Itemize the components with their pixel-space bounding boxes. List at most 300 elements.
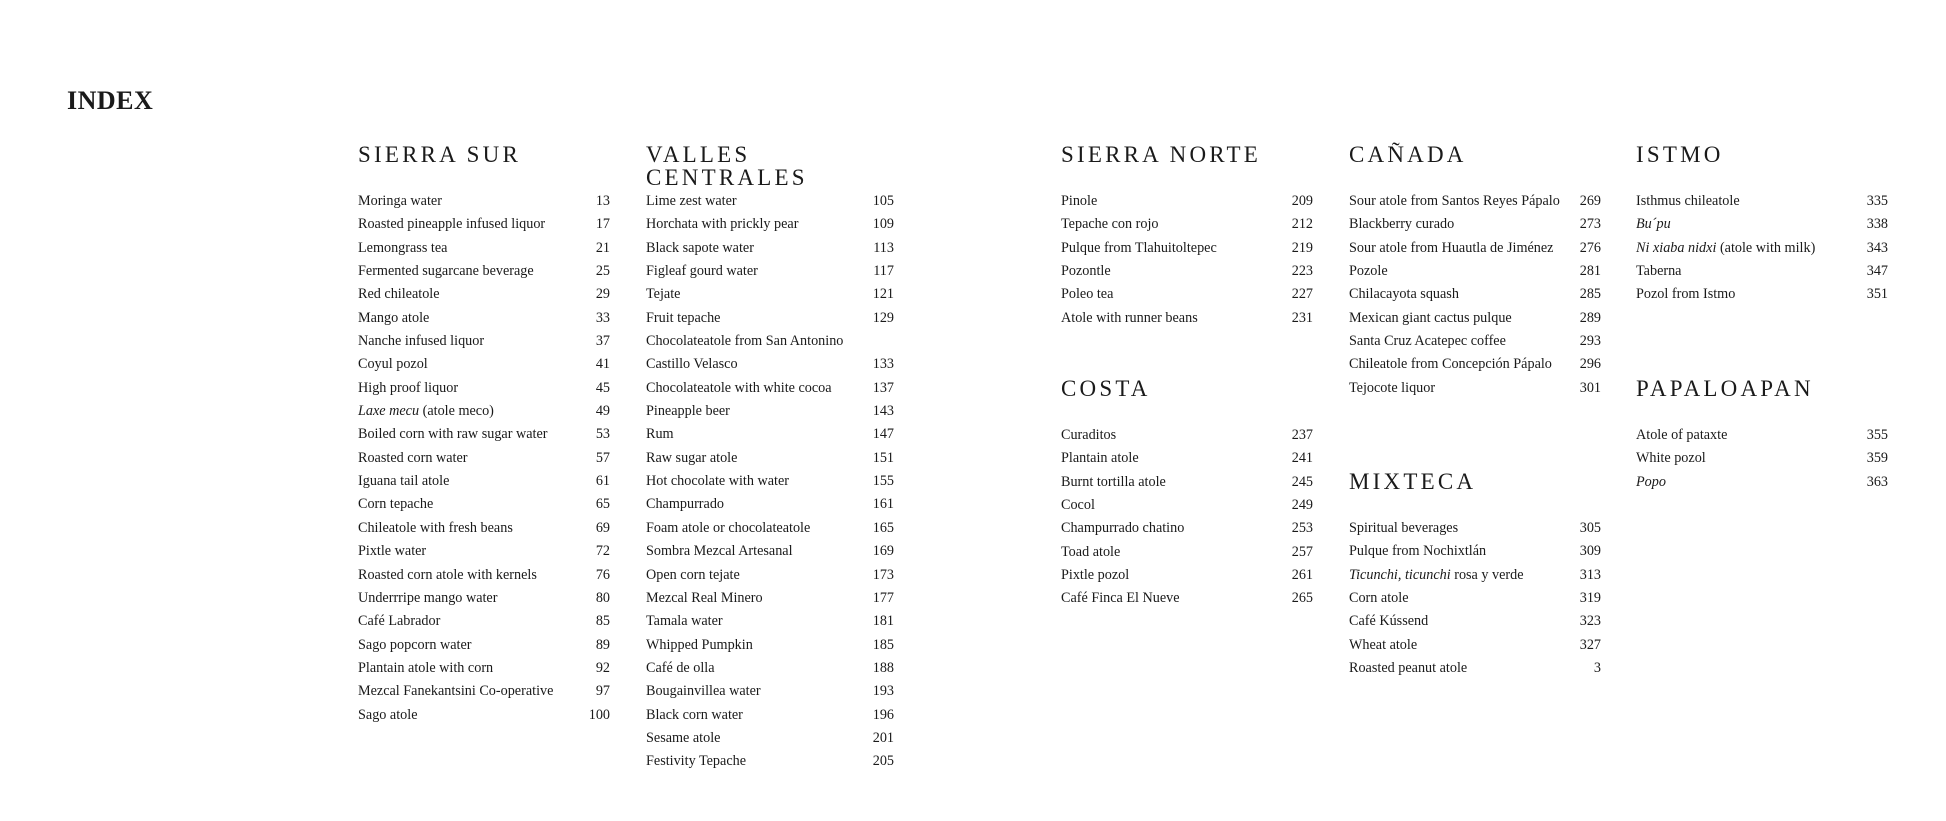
entry-page-number: 273 [1579,216,1601,233]
entry-name [646,307,720,330]
entry-page-number: 177 [872,589,894,606]
entry-name [646,470,789,493]
entry-page-number: 276 [1579,239,1601,256]
entry-page-number: 188 [872,659,894,676]
index-entry [358,657,610,680]
index-entry [358,610,610,633]
entry-name [358,493,433,516]
entry-page-number: 219 [1291,239,1313,256]
index-entry [358,213,610,236]
index-entry [358,587,610,610]
entry-page-number: 100 [588,706,610,723]
entry-page-number: 92 [595,659,610,676]
entry-page-number: 117 [873,263,894,280]
entry-name-text: Iguana tail atole [358,473,450,490]
entry-name-text: (atole with milk) [1716,239,1816,256]
index-entry [1349,260,1601,283]
entry-name [646,377,832,400]
entry-name [358,260,534,283]
index-entry [1636,471,1888,494]
index-entry [646,400,894,423]
entry-name-text: Boiled corn with raw sugar water [358,426,548,443]
section-heading: ISTMO [1636,142,1724,167]
entry-name-text: Lime zest water [646,193,737,209]
entry-page-number: 343 [1866,239,1888,256]
entry-name-text: Open corn tejate [646,566,740,583]
index-entry [1061,564,1313,587]
entry-name [646,400,730,423]
entry-page-number: 69 [595,519,610,536]
index-entry [358,283,610,306]
entry-name [358,447,468,470]
entry-name [646,517,810,540]
index-entry [358,447,610,470]
entry-name [358,470,449,493]
index-entry [646,680,894,703]
index-entry [646,750,894,773]
index-entry [646,237,894,260]
entry-name [646,750,746,773]
section-heading: VALLES CENTRALES [646,142,808,190]
entry-name [358,517,513,540]
index-entry [646,307,894,330]
entry-name [358,353,428,376]
entry-page-number: 313 [1579,566,1601,583]
index-entry [358,564,610,587]
entry-name-italic: Ni xiaba nidxi [1636,239,1717,256]
entry-name [1061,447,1139,470]
entry-page-number: 253 [1291,520,1313,537]
index-entry [646,260,894,283]
index-entry [646,283,894,306]
entry-name-text: Hot chocolate with water [646,473,790,490]
entry-page-number: 261 [1291,567,1313,584]
entry-page-number: 29 [595,286,610,303]
entry-name-text: Sago atole [358,706,418,723]
entry-name-text: Spiritual beverages [1349,520,1459,536]
section-istmo [1636,143,1888,307]
entry-name [1349,237,1553,260]
entry-name-text: Plantain atole with corn [358,659,494,676]
index-entry [1349,237,1601,260]
entry-page-number: 137 [872,379,894,396]
entry-name [1636,471,1666,494]
entry-page-number: 76 [595,566,610,583]
index-entry [1636,237,1888,260]
section-heading: CAÑADA [1349,142,1467,167]
index-entry [1061,494,1313,517]
entry-page-number: 305 [1579,520,1601,536]
entry-page-number: 80 [595,589,610,606]
entry-name [1061,517,1184,540]
entry-page-number: 285 [1579,286,1601,303]
entry-name-text: Chileatole with fresh beans [358,519,513,536]
entry-name-text: Burnt tortilla atole [1061,473,1166,490]
entry-page-number: 155 [872,473,894,490]
entry-name [1061,564,1129,587]
entry-page-number: 143 [872,403,894,420]
index-entry [646,704,894,727]
entry-name-text: Tamala water [646,613,723,630]
entry-name-text: Foam atole or chocolateatole [646,519,811,536]
entry-name-text: Curaditos [1061,427,1117,443]
entry-page-number: 45 [595,379,610,396]
entry-page-number: 53 [595,426,610,443]
entry-name [1061,260,1111,283]
entry-name-text: Figleaf gourd water [646,263,758,280]
entry-name-text: Corn atole [1349,590,1409,607]
index-entry [358,680,610,703]
entry-name [646,353,738,376]
entry-page-number: 347 [1866,263,1888,280]
entry-name [358,377,458,400]
entry-page-number: 89 [595,636,610,653]
entry-name-italic: Bu´pu [1636,216,1671,233]
entry-name [646,657,715,680]
entry-name [358,283,440,306]
entry-page-number: 237 [1291,427,1313,443]
entry-name-text: White pozol [1636,450,1706,467]
index-entry [358,190,610,213]
index-entry [646,190,894,213]
entry-name-text: Sesame atole [646,729,721,746]
entry-name-text: Corn tepache [358,496,434,513]
entry-name-text: Horchata with prickly pear [646,216,799,233]
index-entry [1349,330,1601,353]
entry-name [358,330,484,353]
section-heading: PAPALOAPAN [1636,376,1814,401]
entry-page-number: 323 [1579,613,1601,630]
entry-page-number: 212 [1291,216,1313,233]
entry-name-text: Toad atole [1061,543,1121,560]
entry-name [1636,213,1671,236]
index-entry [1061,541,1313,564]
entry-name [1349,260,1388,283]
index-entry [1349,283,1601,306]
entry-name-text: Pixtle pozol [1061,567,1130,584]
entry-name [1349,564,1524,587]
index-entry [646,657,894,680]
index-entry [1636,213,1888,236]
entry-name [1061,541,1120,564]
entry-name-text: Sago popcorn water [358,636,472,653]
index-entry [1061,517,1313,540]
entry-name-text: Taberna [1636,263,1682,280]
entry-name-text: Tepache con rojo [1061,216,1159,233]
entry-page-number: 121 [872,286,894,303]
entry-name [1636,190,1740,213]
entry-name [1349,517,1458,540]
entry-page-number: 231 [1291,309,1313,326]
entry-name-text: Mezcal Fanekantsini Co-operative [358,683,554,700]
index-entry [646,587,894,610]
entry-page-number: 296 [1579,356,1601,373]
entry-name-text: Santa Cruz Acatepec coffee [1349,333,1506,350]
entry-name [646,237,754,260]
entry-name [358,237,447,260]
index-entry [358,470,610,493]
entry-name-text: Café de olla [646,659,715,676]
entry-name-text: Atole of pataxte [1636,427,1728,443]
entry-page-number: 147 [872,426,894,443]
entry-name-text: Red chileatole [358,286,440,303]
index-entry [1636,424,1888,447]
entry-name-text: Castillo Velasco [646,356,738,373]
index-entry [1061,283,1313,306]
index-entry [1349,634,1601,657]
entry-name-text: Roasted peanut atole [1349,660,1468,677]
entry-page-number: 245 [1291,473,1313,490]
entry-name-text: Fruit tepache [646,309,721,326]
entry-page-number: 65 [595,496,610,513]
entry-name-text: Bougainvillea water [646,683,761,700]
entry-page-number: 181 [872,613,894,630]
entry-name [1349,657,1467,680]
index-entry [1636,260,1888,283]
entry-page-number: 309 [1579,543,1601,560]
entry-name-text: Pulque from Tlahuitoltepec [1061,239,1217,256]
entry-name [646,423,674,446]
index-entry [358,517,610,540]
entry-name [358,634,471,657]
index-entry [1061,471,1313,494]
entry-page-number: 319 [1579,590,1601,607]
entry-name-text: Pineapple beer [646,403,730,420]
entry-page-number: 105 [872,193,894,209]
entry-name [1061,424,1116,447]
entry-page-number: 193 [872,683,894,700]
index-entry [358,423,610,446]
section-heading: SIERRA SUR [358,142,522,167]
entry-page-number: 185 [872,636,894,653]
entry-page-number: 335 [1866,193,1888,209]
index-entry [358,260,610,283]
entry-name-text: Black sapote water [646,239,754,256]
entry-name-text: Chocolateatole from San Antonino [646,333,844,350]
entry-name-text: Plantain atole [1061,450,1139,467]
entry-page-number: 289 [1579,309,1601,326]
entry-name [1636,447,1706,470]
index-entry [1349,517,1601,540]
entry-name-text: Isthmus chileatole [1636,193,1740,209]
index-entry [1061,447,1313,470]
entry-name-text: Pozontle [1061,263,1111,280]
section-papaloapan [1636,377,1888,494]
index-entry [1349,540,1601,563]
entry-name [1349,307,1512,330]
index-entry [646,447,894,470]
index-entry [646,377,894,400]
entry-page-number: 351 [1866,286,1888,303]
entry-name-text: Moringa water [358,193,442,209]
entry-name [646,634,753,657]
entry-page-number: 201 [872,729,894,746]
entry-page-number: 33 [595,309,610,326]
entry-page-number: 196 [872,706,894,723]
index-entry [1349,307,1601,330]
entry-name [1349,353,1552,376]
index-entry [1349,213,1601,236]
index-entry [358,493,610,516]
entry-name-text: Chileatole from Concepción Pápalo [1349,356,1552,373]
entry-name-text: Café Finca El Nueve [1061,590,1180,607]
index-entry [1349,657,1601,680]
entry-page-number: 151 [872,449,894,466]
entry-name-text: Chocolateatole with white cocoa [646,379,832,396]
entry-name-text: Mezcal Real Minero [646,589,763,606]
entry-page-number: 173 [872,566,894,583]
entry-name [1061,307,1198,330]
entry-page-number: 37 [595,333,610,350]
entry-name [646,680,761,703]
entry-page-number: 21 [595,239,610,256]
entry-name-text: Blackberry curado [1349,216,1455,233]
entry-name [1636,283,1735,306]
entry-name-text: Roasted pineapple infused liquor [358,216,546,233]
entry-page-number: 269 [1579,193,1601,209]
entry-name-text: Pozole [1349,263,1388,280]
entry-page-number: 338 [1866,216,1888,233]
entry-name [646,213,798,236]
index-entry [1349,610,1601,633]
entry-name [646,493,724,516]
entry-name-text: Chilacayota squash [1349,286,1459,303]
entry-page-number: 113 [873,239,894,256]
entry-name [358,213,545,236]
index-entry [1636,283,1888,306]
entry-page-number: 161 [872,496,894,513]
entry-name [358,564,537,587]
entry-name-text: Pozol from Istmo [1636,286,1736,303]
entry-name [358,680,553,703]
entry-name-text: Mango atole [358,309,430,326]
entry-name-italic: Ticunchi, ticunchi [1349,566,1451,583]
entry-name-text: Roasted corn water [358,449,468,466]
entry-name [358,400,494,423]
entry-name-text: Champurrado chatino [1061,520,1185,537]
entry-name-text: Pinole [1061,193,1098,209]
index-entry [358,307,610,330]
entry-page-number: 257 [1291,543,1313,560]
index-entry [646,517,894,540]
index-entry [646,564,894,587]
entry-name [1061,190,1097,213]
entry-page-number: 41 [595,356,610,373]
entry-name-text: rosa y verde [1450,566,1524,583]
entry-name-text: Coyul pozol [358,356,428,373]
entry-page-number: 3 [1593,660,1601,677]
entry-name [1061,587,1180,610]
entry-name-text: Nanche infused liquor [358,333,485,350]
entry-name [358,540,426,563]
entry-name [358,704,418,727]
index-entry [646,493,894,516]
entry-page-number: 223 [1291,263,1313,280]
entry-name [646,704,743,727]
entry-name [646,564,740,587]
section-costa [1061,377,1313,611]
entry-page-number: 205 [872,753,894,770]
index-entry [358,540,610,563]
entry-name [1061,283,1113,306]
entry-name-text: (atole meco) [419,403,494,420]
index-entry [646,634,894,657]
index-entry [1349,564,1601,587]
entry-page-number: 57 [595,449,610,466]
index-entry [358,353,610,376]
entry-name-text: Rum [646,426,674,443]
section-mixteca [1349,470,1601,680]
entry-name-text: Champurrado [646,496,725,513]
entry-page-number: 301 [1579,379,1601,396]
entry-name-text: Festivity Tepache [646,753,747,770]
entry-page-number: 209 [1291,193,1313,209]
index-entry [1636,190,1888,213]
index-title: INDEX [67,86,154,115]
index-entry [1636,447,1888,470]
section-heading: SIERRA NORTE [1061,142,1261,167]
entry-name-text: Sour atole from Santos Reyes Pápalo [1349,193,1560,209]
entry-name [1349,283,1459,306]
entry-name [358,307,429,330]
entry-name-text: Café Labrador [358,613,441,630]
entry-name [1061,471,1166,494]
entry-page-number: 281 [1579,263,1601,280]
entry-name [1636,260,1681,283]
entry-name [1349,213,1454,236]
index-entry [646,470,894,493]
entry-page-number: 85 [595,613,610,630]
index-entry [646,213,894,236]
entry-name [646,610,723,633]
entry-name [646,587,763,610]
index-entry [1061,190,1313,213]
entry-name [1349,587,1409,610]
entry-name-italic: Laxe mecu [358,403,420,420]
entry-page-number: 61 [595,473,610,490]
entry-name [1636,424,1727,447]
entry-name-text: Underrripe mango water [358,589,498,606]
entry-name-text: Fermented sugarcane beverage [358,263,534,280]
index-entry [358,377,610,400]
entry-name [1636,237,1815,260]
entry-page-number: 169 [872,543,894,560]
entry-name [1061,237,1217,260]
index-entry [646,353,894,376]
entry-name [1349,377,1435,400]
index-entry [358,400,610,423]
entry-page-number: 327 [1579,636,1601,653]
entry-page-number: 133 [872,356,894,373]
entry-name [358,423,548,446]
entry-name [646,330,843,353]
entry-name [1061,213,1158,236]
index-entry [358,330,610,353]
index-entry [1061,237,1313,260]
section-heading: MIXTECA [1349,469,1477,494]
entry-name-text: Pixtle water [358,543,427,560]
entry-name [1349,540,1486,563]
entry-name-text: Cocol [1061,497,1095,514]
entry-page-number: 363 [1866,473,1888,490]
entry-page-number: 249 [1291,497,1313,514]
section-heading: COSTA [1061,376,1151,401]
section-canada [1349,143,1601,400]
entry-name-text: Lemongrass tea [358,239,448,256]
entry-name-text: Tejate [646,286,681,303]
entry-name-text: Black corn water [646,706,743,723]
entry-page-number: 241 [1291,450,1313,467]
